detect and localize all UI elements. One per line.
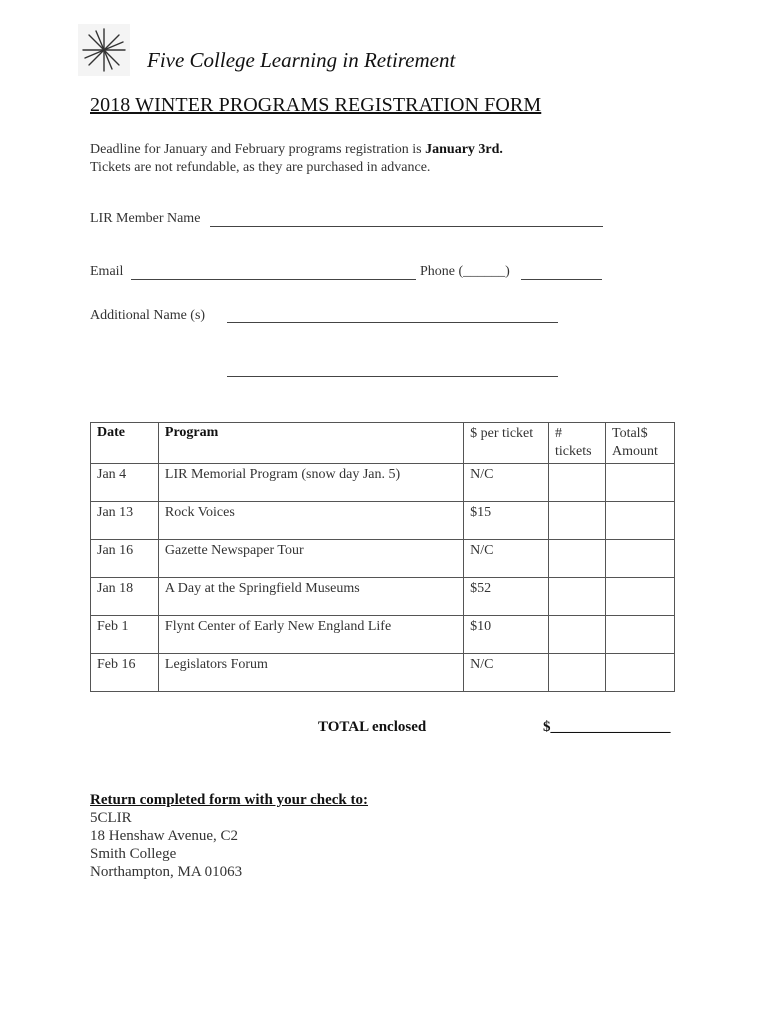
programs-table	[90, 422, 675, 692]
tickets-column-header: # tickets	[549, 423, 606, 464]
row-program: A Day at the Springfield Museums	[158, 578, 463, 616]
table-row	[91, 502, 675, 540]
table-row	[91, 578, 675, 616]
email-field[interactable]	[131, 279, 416, 280]
row-program: LIR Memorial Program (snow day Jan. 5)	[158, 464, 463, 502]
row-price: N/C	[464, 540, 549, 578]
row-price: N/C	[464, 654, 549, 692]
row-program: Flynt Center of Early New England Life	[158, 616, 463, 654]
phone-field[interactable]	[521, 279, 602, 280]
program-column-header: Program	[158, 423, 463, 464]
row-date: Jan 13	[91, 502, 159, 540]
amount-input-cell[interactable]	[606, 578, 675, 616]
tickets-input-cell[interactable]	[549, 616, 606, 654]
form-title: 2018 WINTER PROGRAMS REGISTRATION FORM	[90, 94, 542, 116]
table-row	[91, 654, 675, 692]
address-line: 18 Henshaw Avenue, C2	[90, 828, 239, 844]
tickets-input-cell[interactable]	[549, 502, 606, 540]
date-column-header: Date	[91, 423, 159, 464]
amount-input-cell[interactable]	[606, 616, 675, 654]
row-date: Jan 18	[91, 578, 159, 616]
row-program: Gazette Newspaper Tour	[158, 540, 463, 578]
tickets-input-cell[interactable]	[549, 654, 606, 692]
return-instructions-heading: Return completed form with your check to:	[90, 792, 369, 808]
row-date: Jan 16	[91, 540, 159, 578]
total-amount-field[interactable]: $________________	[543, 719, 671, 735]
tickets-input-cell[interactable]	[549, 540, 606, 578]
organization-name: Five College Learning in Retirement	[147, 48, 456, 72]
tickets-input-cell[interactable]	[549, 578, 606, 616]
table-header-row	[91, 423, 675, 464]
member-name-label: LIR Member Name	[90, 211, 201, 226]
address-line: Northampton, MA 01063	[90, 864, 243, 880]
phone-label: Phone (______)	[420, 264, 510, 279]
row-date: Jan 4	[91, 464, 159, 502]
address-line: Smith College	[90, 846, 177, 862]
deadline-text: Deadline for January and February programs registration is	[90, 142, 426, 157]
row-date: Feb 1	[91, 616, 159, 654]
address-line: 5CLIR	[90, 810, 132, 826]
tickets-input-cell[interactable]	[549, 464, 606, 502]
table-row	[91, 616, 675, 654]
additional-names-label: Additional Name (s)	[90, 308, 206, 323]
deadline-date: January 3rd.	[425, 142, 503, 157]
row-price: N/C	[464, 464, 549, 502]
total-enclosed-label: TOTAL enclosed	[318, 719, 427, 735]
table-row	[91, 540, 675, 578]
amount-input-cell[interactable]	[606, 464, 675, 502]
amount-input-cell[interactable]	[606, 502, 675, 540]
amount-input-cell[interactable]	[606, 540, 675, 578]
amount-input-cell[interactable]	[606, 654, 675, 692]
total-column-header: Total$ Amount	[606, 423, 675, 464]
table-row	[91, 464, 675, 502]
row-price: $10	[464, 616, 549, 654]
deadline-notice	[90, 142, 503, 158]
row-program: Rock Voices	[158, 502, 463, 540]
refund-notice: Tickets are not refundable, as they are purchased in advance.	[90, 160, 431, 175]
price-column-header: $ per ticket	[464, 423, 549, 464]
member-name-field[interactable]	[210, 226, 603, 227]
starburst-logo-icon	[78, 24, 130, 76]
additional-name-field-1[interactable]	[227, 322, 558, 323]
row-program: Legislators Forum	[158, 654, 463, 692]
email-label: Email	[90, 264, 124, 279]
row-price: $15	[464, 502, 549, 540]
row-price: $52	[464, 578, 549, 616]
additional-name-field-2[interactable]	[227, 376, 558, 377]
row-date: Feb 16	[91, 654, 159, 692]
